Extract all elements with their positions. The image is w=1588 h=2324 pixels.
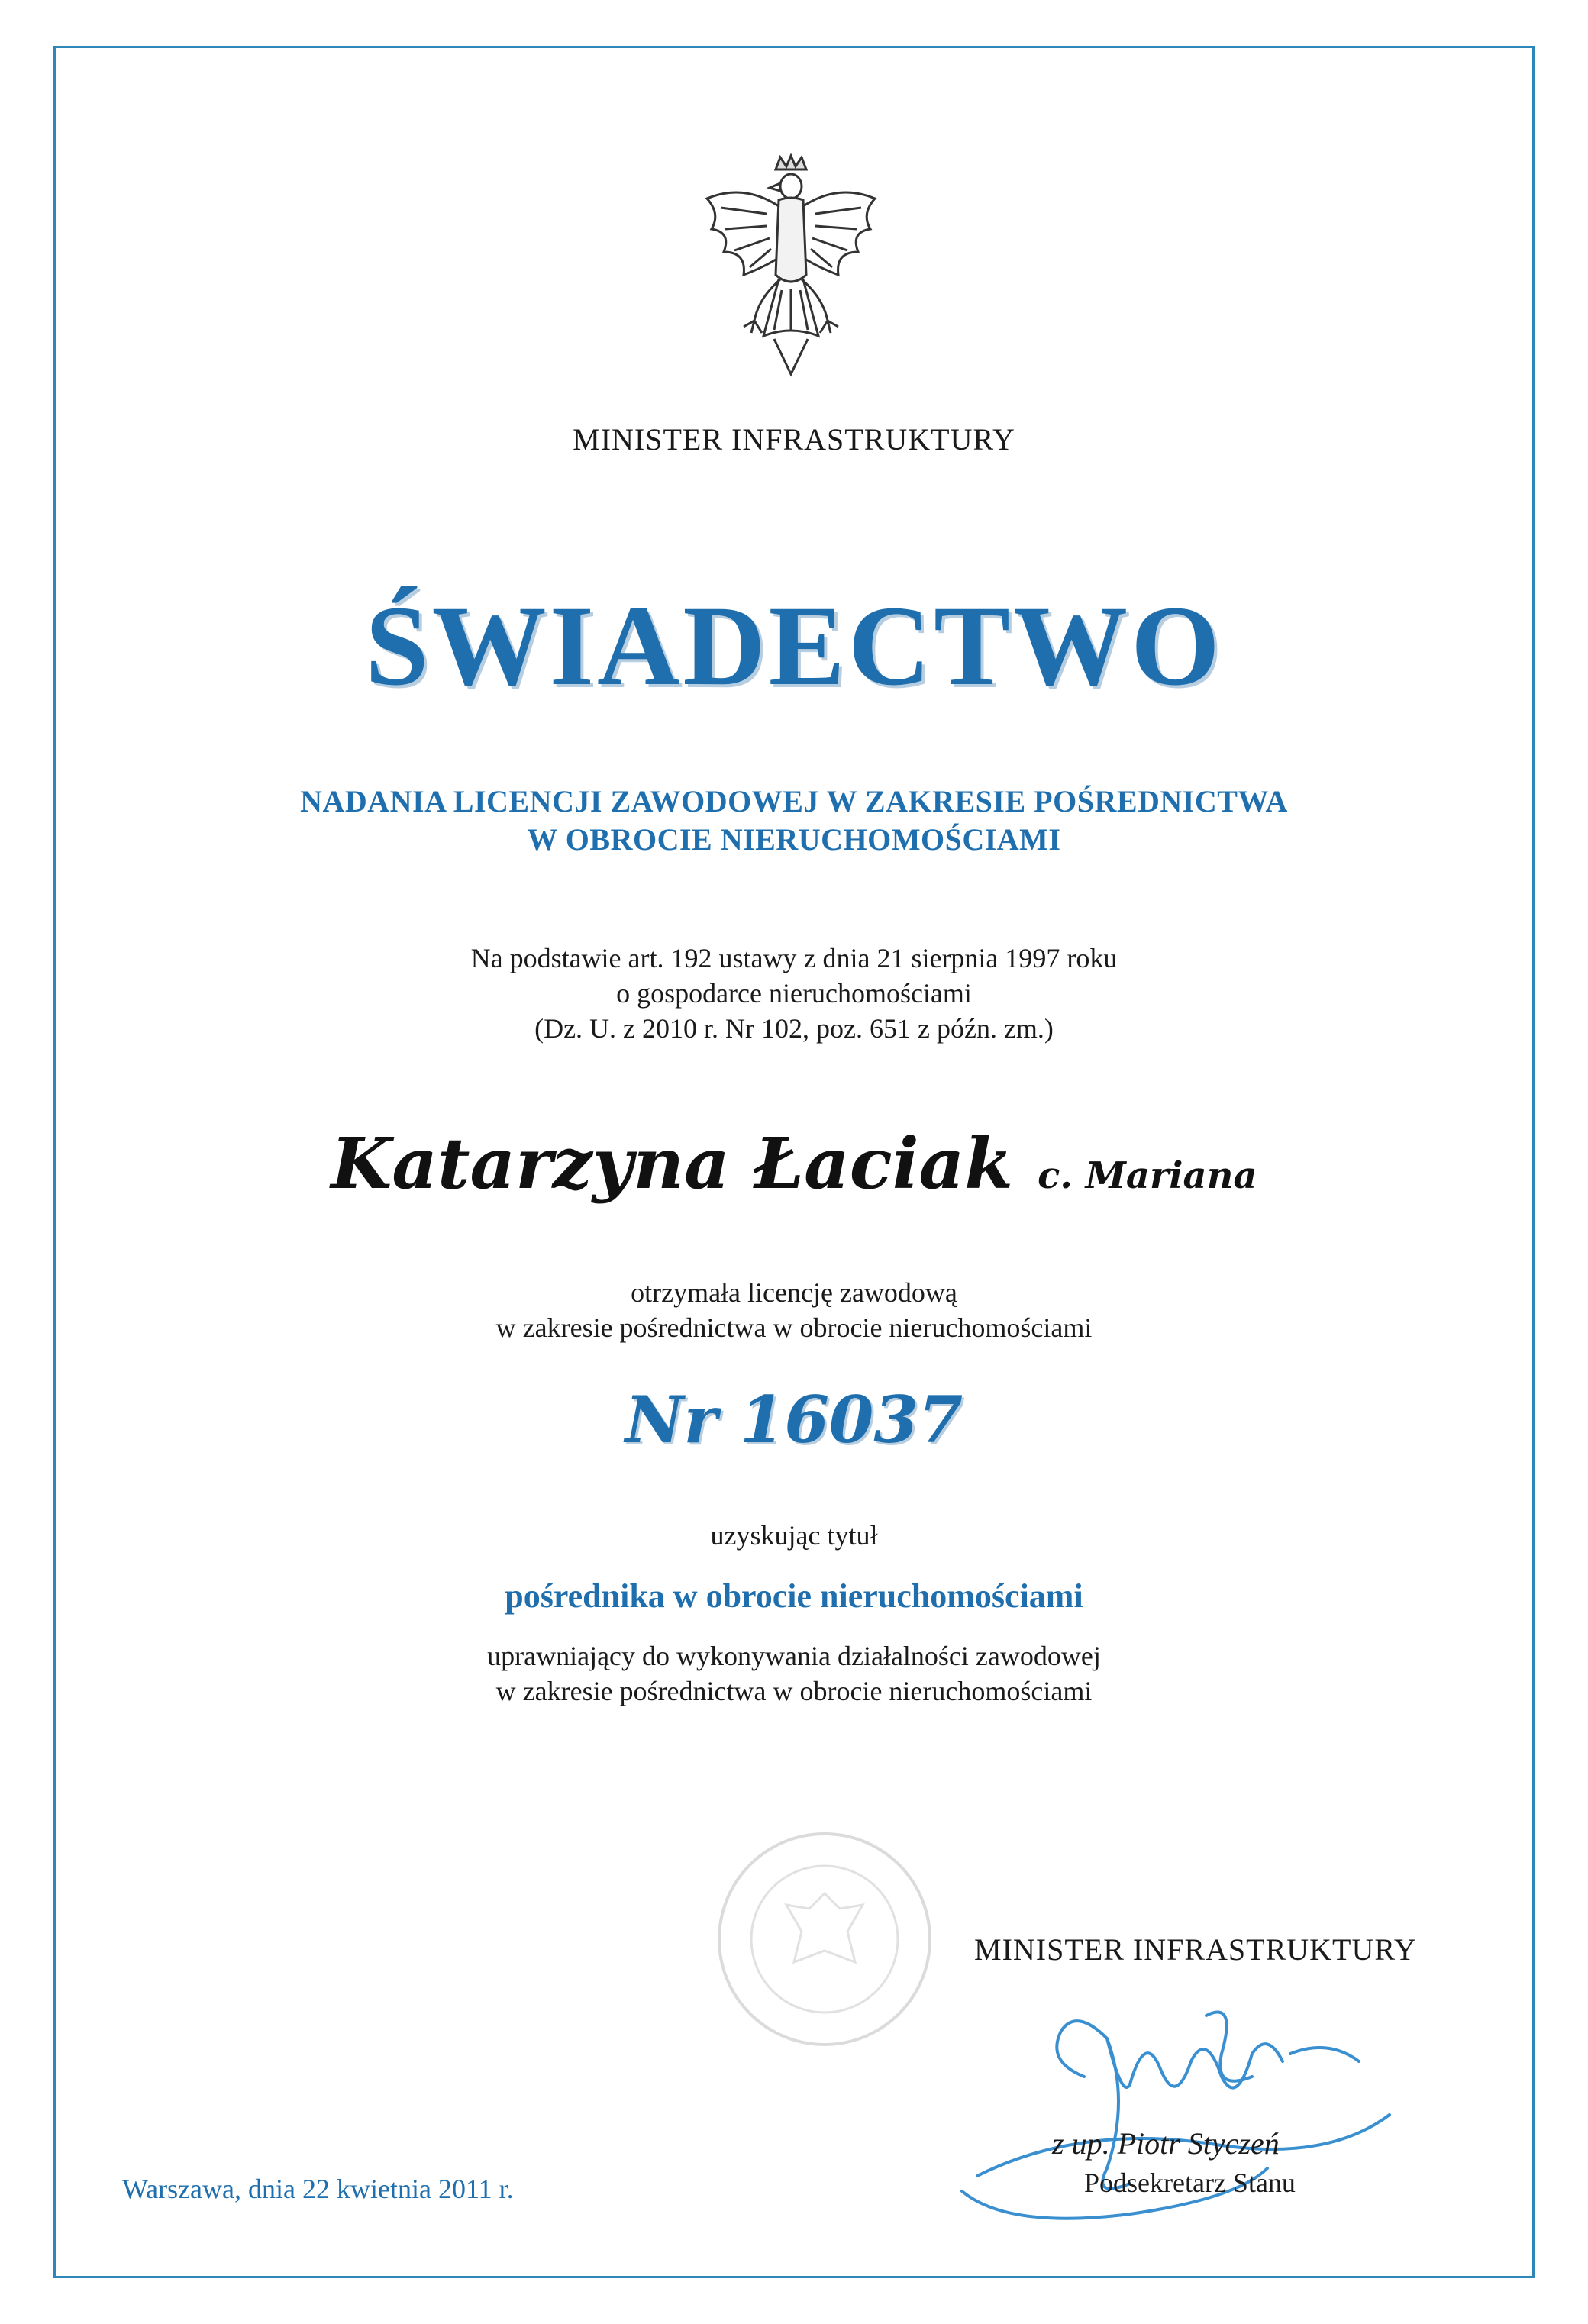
embossed-seal-icon [710,1825,939,2054]
subtitle-line: NADANIA LICENCJI ZAWODOWEJ W ZAKRESIE POŚREDNICTWA [300,784,1288,818]
received-line: otrzymała licencję zawodową [631,1277,957,1308]
received-statement [0,1275,1588,1345]
legal-basis-line: Na podstawie art. 192 ustawy z dnia 21 sierpnia 1997 roku [470,943,1118,973]
signatory-name: z up. Piotr Styczeń [1052,2126,1280,2161]
holder-parent: c. Mariana [1038,1154,1257,1197]
entitling-statement [0,1638,1588,1709]
legal-basis-line: (Dz. U. z 2010 r. Nr 102, poz. 651 z późn. zm.) [534,1013,1054,1044]
professional-title: pośrednika w obrocie nieruchomościami [505,1577,1083,1615]
place-and-date: Warszawa, dnia 22 kwietnia 2011 r. [122,2174,514,2204]
license-number: Nr 16037 [625,1382,963,1457]
received-line: w zakresie pośrednictwa w obrocie nieruchomościami [495,1312,1093,1343]
holder-name: Katarzyna Łaciak [331,1122,1014,1205]
signatory-role: Podsekretarz Stanu [1084,2167,1296,2198]
legal-basis [0,941,1588,1046]
issuer-heading: MINISTER INFRASTRUKTURY [573,422,1015,457]
subtitle-line: W OBROCIE NIERUCHOMOŚCIAMI [527,822,1061,857]
entitling-line: uprawniający do wykonywania działalności zawodowej [487,1641,1101,1671]
holder-name-line [0,1122,1588,1205]
certificate-title: ŚWIADECTWO [365,583,1223,709]
handwritten-signature [931,1985,1405,2245]
signature-issuer: MINISTER INFRASTRUKTURY [974,1932,1417,1967]
white-eagle-emblem-icon [690,153,892,382]
certificate-subtitle [0,783,1588,859]
obtaining-text: uzyskując tytuł [710,1520,878,1551]
legal-basis-line: o gospodarce nieruchomościami [616,978,972,1009]
entitling-line: w zakresie pośrednictwa w obrocie nieruchomościami [495,1676,1093,1706]
